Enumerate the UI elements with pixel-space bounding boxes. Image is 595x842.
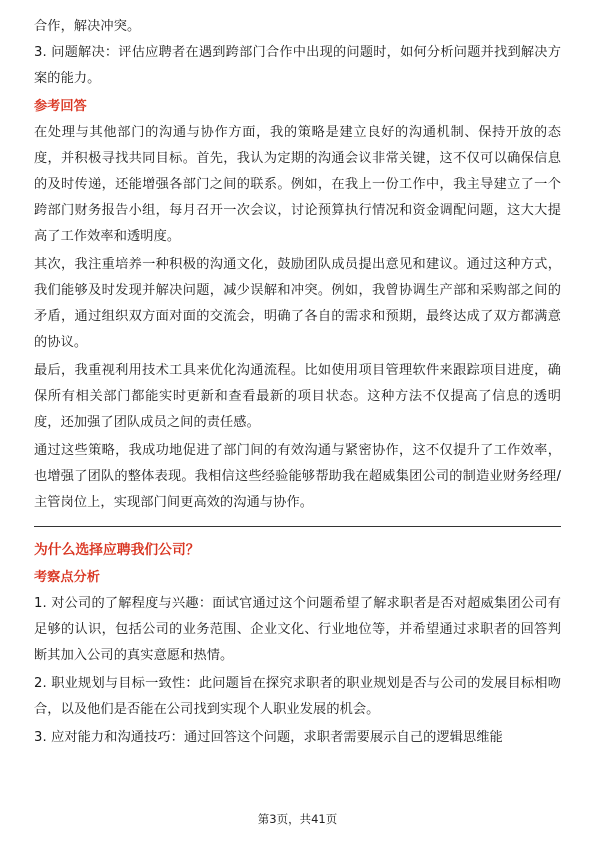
analysis-heading: 考察点分析 [34, 570, 100, 585]
analysis-item: 2. 职业规划与目标一致性：此问题旨在探究求职者的职业规划是否与公司的发展目标相吻合，以及他们是否能在公司找到实现个人职业发展的机会。 [34, 676, 561, 717]
analysis-item: 1. 对公司的了解程度与兴趣：面试官通过这个问题希望了解求职者是否对超威集团公司有足够的认识，包括公司的业务范围、企业文化、行业地位等，并希望通过求职者的回答判断其加入公司的真实意愿和热情。 [34, 596, 561, 663]
answer-paragraph: 在处理与其他部门的沟通与协作方面，我的策略是建立良好的沟通机制、保持开放的态度，并积极寻找共同目标。首先，我认为定期的沟通会议非常关键，这不仅可以确保信息的及时传递，还能增强各部门之间的联系。例如，在我上一份工作中，我主导建立了一个跨部门财务报告小组，每月召开一次会议，讨论预算执行情况和资金调配问题，这大大提高了工作效率和透明度。 [34, 125, 561, 244]
answer-paragraph: 其次，我注重培养一种积极的沟通文化，鼓励团队成员提出意见和建议。通过这种方式，我们能够及时发现并解决问题，减少误解和冲突。例如，我曾协调生产部和采购部之间的矛盾，通过组织双方面对面的交流会，明确了各自的需求和预期，最终达成了双方都满意的协议。 [34, 257, 561, 350]
evaluation-item: 3. 问题解决：评估应聘者在遇到跨部门合作中出现的问题时，如何分析问题并找到解决方案的能力。 [34, 45, 561, 86]
page-number-footer: 第3页，共41页 [257, 812, 338, 826]
answer-paragraph: 最后，我重视利用技术工具来优化沟通流程。比如使用项目管理软件来跟踪项目进度，确保所有相关部门都能实时更新和查看最新的项目状态。这种方法不仅提高了信息的透明度，还加强了团队成员之间的责任感。 [34, 363, 561, 430]
question-title: 为什么选择应聘我们公司？ [34, 542, 200, 558]
answer-paragraph: 通过这些策略，我成功地促进了部门间的有效沟通与紧密协作，这不仅提升了工作效率，也增强了团队的整体表现。我相信这些经验能够帮助我在超威集团公司的制造业财务经理/主管岗位上，实现部门间更高效的沟通与协作。 [34, 443, 561, 510]
analysis-item: 3. 应对能力和沟通技巧：通过回答这个问题，求职者需要展示自己的逻辑思维能 [34, 730, 503, 745]
section-divider [34, 526, 561, 527]
document-page [34, 14, 561, 751]
reference-answer-heading: 参考回答 [34, 99, 87, 114]
continuation-text: 合作，解决冲突。 [34, 19, 141, 34]
